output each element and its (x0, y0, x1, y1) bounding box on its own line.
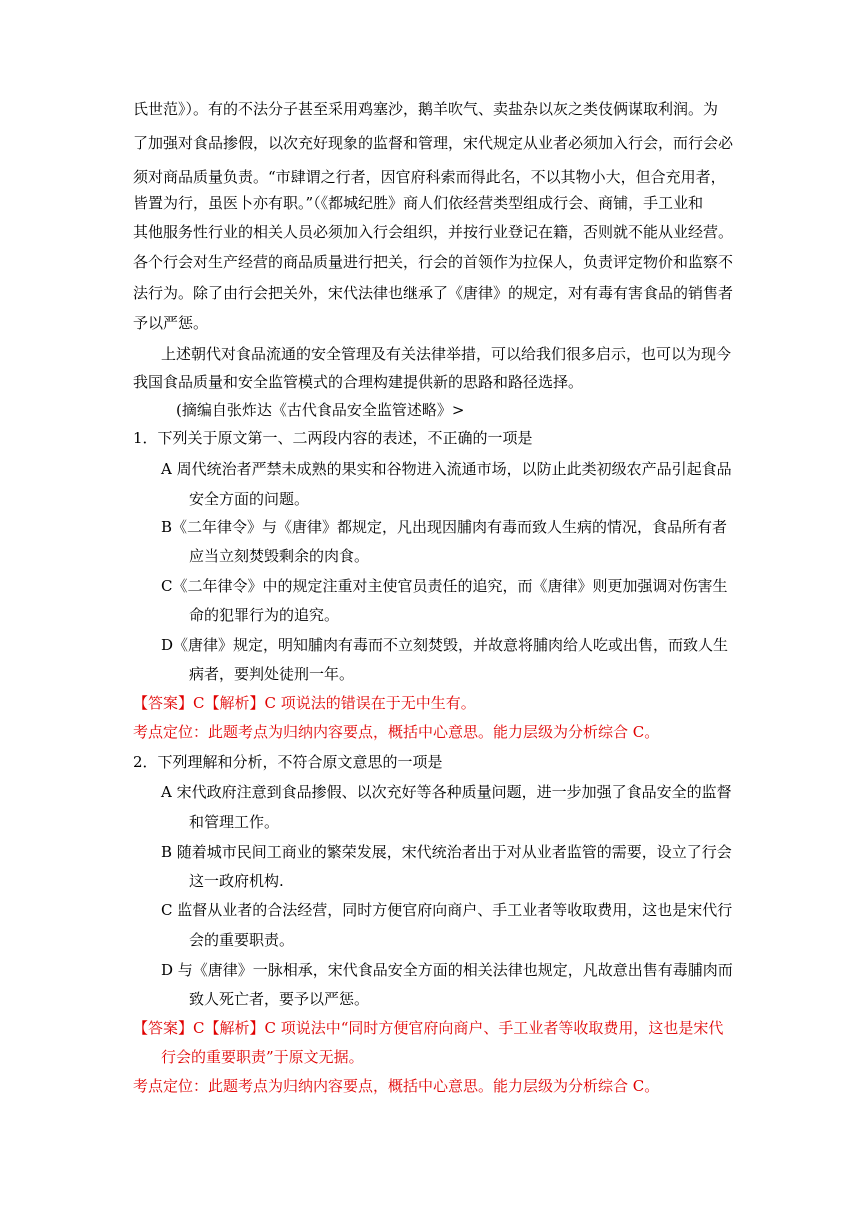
q2-option-a: A 宋代政府注意到食品掺假、以次充好等各种质量问题，进一步加强了食品安全的监督 (161, 783, 732, 801)
question-1-stem: 1．下列关于原文第一、二两段内容的表述，不正确的一项是 (133, 429, 533, 447)
q1-option-c-cont: 命的犯罪行为的追究。 (189, 606, 340, 624)
q1-option-b: B《二年律令》与《唐律》都规定，凡出现因脯肉有毒而致人生病的情况，食品所有者 (161, 518, 728, 536)
q2-option-d-cont: 致人死亡者，要予以严惩。 (189, 990, 370, 1008)
passage-line: 予以严惩。 (133, 314, 209, 332)
passage-line: 须对商品质量负责。“市肆谓之行者，因官府科索而得此名，不以其物小大，但合充用者， (133, 168, 726, 186)
q1-option-d-cont: 病者，要判处徒刑一年。 (189, 665, 355, 683)
passage-para2-line: 上述朝代对食品流通的安全管理及有关法律举措，可以给我们很多启示，也可以为现今 (161, 345, 732, 363)
q2-option-b-cont: 这一政府机构. (189, 872, 284, 890)
q2-answer-cont: 行会的重要职责”于原文无据。 (161, 1048, 364, 1066)
q2-option-c-cont: 会的重要职责。 (189, 931, 295, 949)
q2-point: 考点定位：此题考点为归纳内容要点，概括中心意思。能力层级为分析综合 C。 (133, 1077, 660, 1095)
q2-option-b: B 随着城市民间工商业的繁荣发展，宋代统治者出于对从业者监管的需要，设立了行会 (161, 843, 732, 861)
passage-line: 氏世范》）。有的不法分子甚至采用鸡塞沙，鹅羊吹气、卖盐杂以灰之类伎俩谋取利润。为 (133, 100, 719, 118)
q1-answer: 【答案】C【解析】C 项说法的错误在于无中生有。 (133, 694, 476, 712)
passage-line: 了加强对食品掺假，以次充好现象的监督和管理，宋代规定从业者必须加入行会，而行会必 (133, 134, 734, 152)
source-citation: (摘编自张炸达《古代食品安全监管述略》> (176, 401, 465, 419)
question-2-stem: 2．下列理解和分析，不符合原文意思的一项是 (133, 753, 443, 771)
q1-option-a: A 周代统治者严禁未成熟的果实和谷物进入流通市场，以防止此类初级农产品引起食品 (161, 460, 732, 478)
passage-line: 法行为。除了由行会把关外，宋代法律也继承了《唐律》的规定，对有毒有害食品的销售者 (133, 284, 734, 302)
passage-line: 其他服务性行业的相关人员必须加入行会组织，并按行业登记在籍，否则就不能从业经营。 (133, 223, 734, 241)
q1-option-b-cont: 应当立刻焚毁剩余的肉食。 (189, 547, 370, 565)
q2-option-d: D 与《唐律》一脉相承，宋代食品安全方面的相关法律也规定，凡故意出售有毒脯肉而 (161, 961, 733, 979)
q1-option-d: D《唐律》规定，明知脯肉有毒而不立刻焚毁，并故意将脯肉给人吃或出售，而致人生 (161, 636, 729, 654)
q2-answer: 【答案】C【解析】C 项说法中“同时方便官府向商户、手工业者等收取费用，这也是宋代 (133, 1019, 724, 1037)
passage-line: 各个行会对生产经营的商品质量进行把关，行会的首领作为拉保人，负责评定物价和监察不 (133, 253, 734, 271)
passage-para2-line: 我国食品质量和安全监管模式的合理构建提供新的思路和路径选择。 (133, 373, 584, 391)
q1-point: 考点定位：此题考点为归纳内容要点，概括中心意思。能力层级为分析综合 C。 (133, 723, 660, 741)
q2-option-c: C 监督从业者的合法经营，同时方便官府向商户、手工业者等收取费用，这也是宋代行 (161, 901, 733, 919)
q2-option-a-cont: 和管理工作。 (189, 813, 280, 831)
q1-option-c: C《二年律令》中的规定注重对主使官员责任的追究，而《唐律》则更加强调对伤害生 (161, 577, 728, 595)
passage-line: 皆置为行，虽医卜亦有职。”（《都城纪胜》商人们依经营类型组成行会、商铺，手工业和 (133, 194, 704, 212)
q1-option-a-cont: 安全方面的问题。 (189, 490, 310, 508)
